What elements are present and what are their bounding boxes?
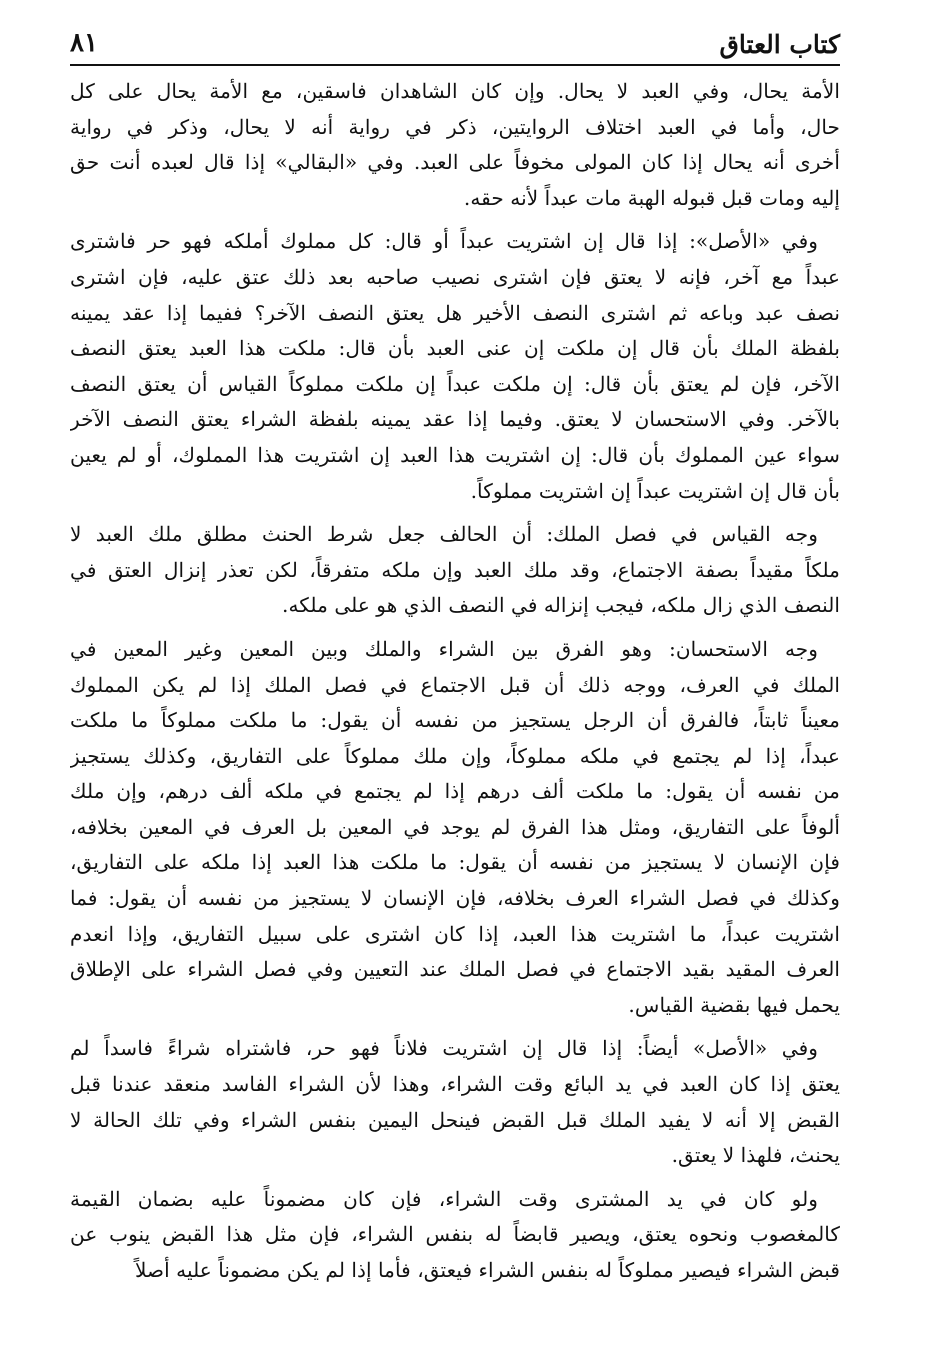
text-line: وجه الاستحسان: وهو الفرق بين الشراء والملك وبين المعين وغير المعين في: [70, 636, 818, 661]
text-line: الآخر، فإن لم يعتق بأن قال: إن ملكت عبداً إن ملكت مملوكاً القياس أن يعتق النصف: [70, 371, 840, 396]
text-line: ملكاً مقيداً بصفة الاجتماع، وقد ملك العبد وإن ملكه متفرقاً، لكن تعذر إنزال العتق في: [70, 557, 840, 582]
text-line: ولو كان في يد المشترى وقت الشراء، فإن كان مضموناً عليه بضمان القيمة: [70, 1186, 818, 1211]
text-line: عبداً مع آخر، فإنه لا يعتق فإن اشترى نصيب صاحبه بعد ذلك عتق عليه، فإن اشترى: [70, 264, 840, 289]
text-line: ألوفاً على التفاريق، ومثل هذا الفرق لم يوجد في المعين بل العرف في المعين بخلافه،: [70, 814, 840, 839]
header-rule: [70, 64, 840, 66]
text-line: وفي «الأصل»: إذا قال إن اشتريت عبداً أو قال: كل مملوك أملكه فهو حر فاشترى: [70, 229, 818, 254]
text-line: وكذلك في فصل الشراء العرف بخلافه، فإن الإنسان لا يستجيز من نفسه أن يقول: فما: [70, 886, 840, 911]
text-line: يحمل فيها بقضية القياس.: [628, 992, 840, 1017]
paragraph: [70, 632, 840, 1024]
text-line: عبداً، إذا لم يجتمع في ملكه مملوكاً، وإن ملك مملوكاً على التفاريق، وكذلك يستجيز: [70, 743, 840, 768]
text-line: القبض إلا أنه لا يفيد الملك قبل القبض فينحل اليمين بنفس الشراء وفي تلك الحالة لا: [70, 1107, 840, 1132]
body-text: [70, 74, 840, 1297]
text-line: أخرى أنه يحال إذا كان المولى مخوفاً على العبد. وفي «البقالي» إذا قال لعبده أنت حق: [70, 150, 840, 175]
text-line: فإن الإنسان لا يستجيز من نفسه أن يقول: ما ملكت هذا العبد إذا ملكه على التفاريق،: [70, 850, 840, 875]
paragraph: [70, 517, 840, 624]
paragraph: [70, 224, 840, 509]
text-line: بلفظة الملك بأن قال إن ملكت إن عنى العبد بأن قال: ملكت هذا العبد يعتق النصف: [70, 336, 840, 361]
text-line: وجه القياس في فصل الملك: أن الحالف جعل شرط الحنث مطلق ملك العبد لا: [70, 522, 818, 547]
text-line: سواء عين المملوك بأن قال: إن اشتريت هذا العبد إن اشتريت هذا المملوك، أو لم يعين: [70, 442, 840, 467]
page-number: ٨١: [70, 28, 98, 58]
paragraph: [70, 74, 840, 216]
text-line: الأمة يحال، وفي العبد لا يحال. وإن كان الشاهدان فاسقين، مع الأمة يحال على كل: [70, 79, 840, 103]
text-line: إليه ومات قبل قبوله الهبة مات عبداً لأنه حقه.: [463, 185, 840, 210]
paragraph: [70, 1031, 840, 1173]
text-line: كالمغصوب ونحوه يعتق، ويصير قابضاً له بنفس الشراء، فإن مثل هذا القبض ينوب عن: [70, 1222, 840, 1247]
text-line: يحنث، فلهذا لا يعتق.: [671, 1143, 840, 1168]
text-line: بأن قال إن اشتريت عبداً إن اشتريت مملوكاً.: [470, 478, 840, 503]
text-line: يعتق إذا كان العبد في يد البائع وقت الشراء، وهذا لأن الشراء الفاسد منعقد عندنا قبل: [70, 1072, 840, 1097]
book-page: [70, 0, 840, 1362]
text-line: النصف الذي زال ملكه، فيجب إنزاله في النصف الذي هو على ملكه.: [282, 593, 840, 618]
text-line: الملك في العرف، ووجه ذلك أن قبل الاجتماع في فصل الملك إذا لم يكن المملوك: [70, 672, 840, 697]
text-line: بالآخر. وفي الاستحسان لا يعتق. وفيما إذا عقد يمينه بلفظة الشراء يعتق النصف الآخر: [70, 407, 840, 432]
text-line: العرف المقيد بقيد الاجتماع في فصل الملك عند التعيين وفي فصل الشراء على الإطلاق: [70, 957, 840, 982]
text-line: نصف عبد وباعه ثم اشترى النصف الأخير هل يعتق النصف الآخر؟ ففيما إذا عقد يمينه: [70, 300, 840, 325]
running-head: [70, 26, 840, 64]
text-line: اشتريت عبداً، ما اشتريت هذا العبد، إذا كان اشترى على سبيل التفاريق، وإذا انعدم: [70, 921, 840, 946]
text-line: قبض الشراء فيصير مملوكاً له بنفس الشراء فيعتق، فأما إذا لم يكن مضموناً عليه أصلاً: [134, 1258, 840, 1282]
book-title: كتاب العتاق: [719, 30, 840, 59]
text-line: وفي «الأصل» أيضاً: إذا قال إن اشتريت فلاناً فهو حر، فاشتراه شراءً فاسداً لم: [70, 1036, 818, 1061]
text-line: حال، وأما في العبد اختلاف الروايتين، ذكر في رواية أنه لا يحال، وذكر في رواية: [70, 114, 840, 139]
text-line: من نفسه أن يقول: ما ملكت ألف درهم إذا لم يجتمع في ملكه ألف درهم، وإن ملك: [70, 779, 840, 804]
text-line: معيناً ثابتاً، فالفرق أن الرجل يستجيز من نفسه أن يقول: ما ملكت مملوكاً ما ملكت: [70, 708, 840, 733]
paragraph: [70, 1182, 840, 1289]
